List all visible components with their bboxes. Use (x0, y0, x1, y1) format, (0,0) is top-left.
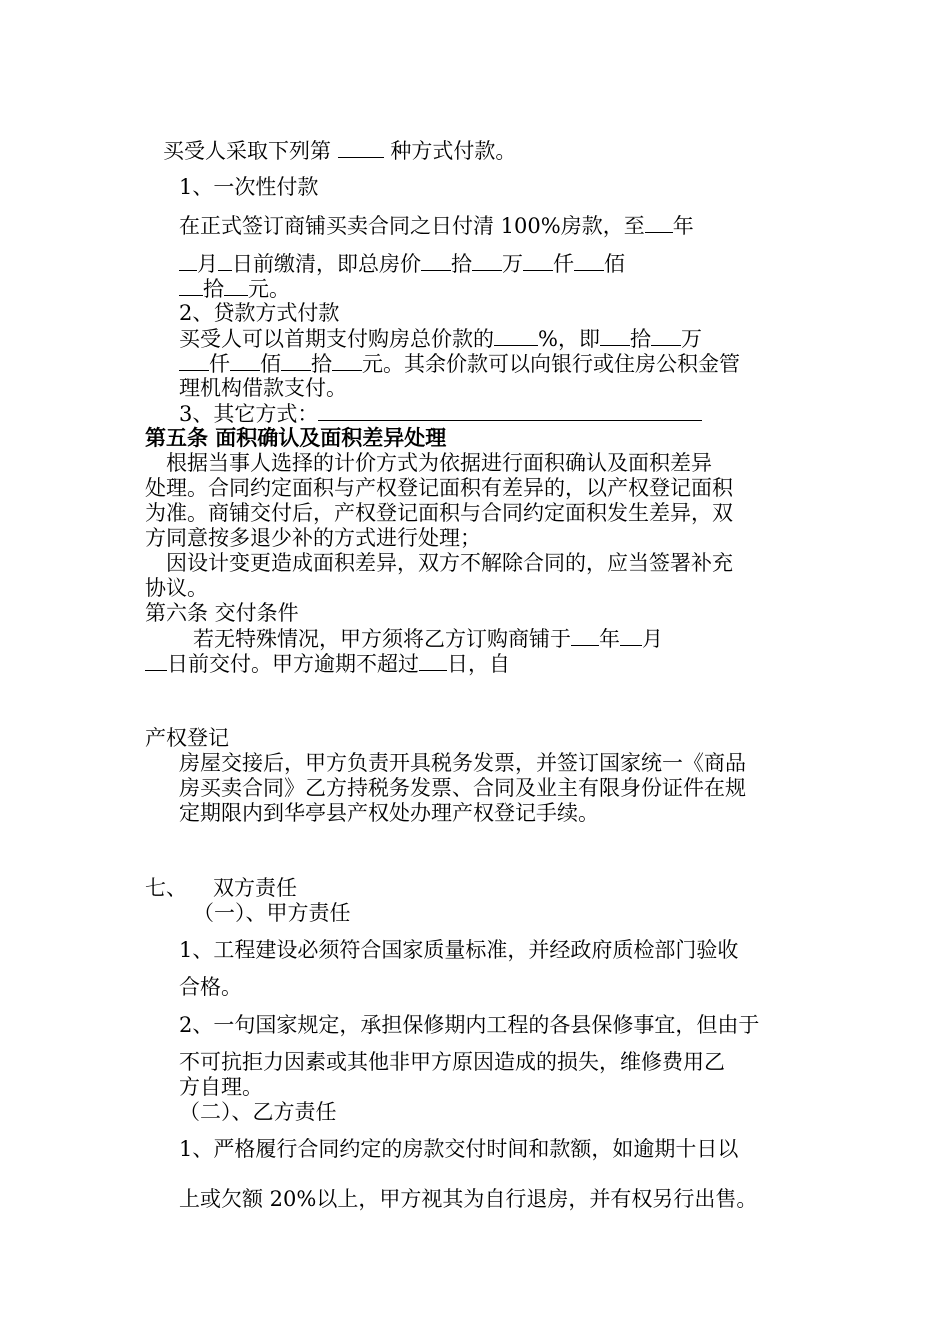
blank-field (494, 325, 538, 346)
blank-field (281, 350, 311, 371)
payment-method-intro: 买受人采取下列第 种方式付款。 (163, 139, 517, 163)
article-5-text-6: 协议。 (145, 576, 208, 600)
blank-field (179, 350, 209, 371)
blank-field (338, 137, 384, 158)
blank-field (318, 400, 702, 421)
section-7-heading: 七、 双方责任 (145, 876, 297, 900)
blank-field (620, 625, 642, 646)
party-b-duty-1-line-1: 1、严格履行合同约定的房款交付时间和款额，如逾期十日以 (179, 1137, 739, 1161)
party-a-duty-2-line-1: 2、一句国家规定，承担保修期内工程的各县保修事宜，但由于 (179, 1013, 760, 1037)
registration-text-3: 定期限内到华亭县产权处办理产权登记手续。 (179, 801, 599, 825)
article-5-text-4: 方同意按多退少补的方式进行处理； (145, 526, 481, 550)
blank-field (600, 325, 630, 346)
option-other-heading: 3、其它方式： (179, 400, 702, 427)
party-a-duty-1-line-1: 1、工程建设必须符合国家质量标准，并经政府质检部门验收 (179, 938, 739, 962)
blank-field (224, 275, 248, 296)
option-lump-sum-heading: 1、一次性付款 (179, 175, 319, 199)
blank-field (571, 625, 599, 646)
article-6-text-1: 若无特殊情况，甲方须将乙方订购商铺于 年 月 (193, 627, 663, 651)
party-a-duty-2-line-3: 方自理。 (179, 1075, 263, 1099)
blank-field (218, 250, 232, 271)
article-6-text-2: 日前交付。甲方逾期不超过 日，自 (145, 650, 510, 677)
blank-field (472, 250, 502, 271)
blank-field (419, 650, 447, 671)
article-5-text-3: 为准。商铺交付后，产权登记面积与合同约定面积发生差异，双 (145, 501, 733, 525)
party-b-duties-heading: （二）、乙方责任 (179, 1100, 337, 1124)
loan-text-2: 仟 佰 拾 元。其余价款可以向银行或住房公积金管 (179, 350, 740, 377)
article-5-text-1: 根据当事人选择的计价方式为依据进行面积确认及面积差异 (166, 451, 712, 475)
registration-text-1: 房屋交接后，甲方负责开具税务发票，并签订国家统一《商品 (179, 751, 746, 775)
article-5-text-2: 处理。合同约定面积与产权登记面积有差异的，以产权登记面积 (145, 476, 733, 500)
loan-text-3: 理机构借款支付。 (179, 376, 347, 400)
party-b-duty-1-line-2: 上或欠额 20%以上，甲方视其为自行退房，并有权另行出售。 (179, 1187, 758, 1211)
blank-field (651, 325, 681, 346)
registration-text-2: 房买卖合同》乙方持税务发票、合同及业主有限身份证件在规 (179, 776, 746, 800)
loan-text-1: 买受人可以首期支付购房总价款的 %，即 拾 万 (179, 327, 702, 351)
option-loan-heading: 2、贷款方式付款 (179, 301, 340, 325)
lump-sum-text-2: 月 日前缴清，即总房价 拾 万 仟 佰 (179, 250, 625, 277)
party-a-duty-1-line-2: 合格。 (179, 975, 242, 999)
lump-sum-text-3: 拾 元。 (179, 275, 290, 302)
blank-field (523, 250, 553, 271)
blank-field (332, 350, 362, 371)
blank-field (574, 250, 604, 271)
blank-field (421, 250, 451, 271)
article-6-heading: 第六条 交付条件 (145, 601, 299, 625)
blank-field (230, 350, 260, 371)
property-registration-heading: 产权登记 (145, 726, 229, 750)
article-5-text-5: 因设计变更造成面积差异，双方不解除合同的，应当签署补充 (166, 551, 733, 575)
party-a-duty-2-line-2: 不可抗拒力因素或其他非甲方原因造成的损失，维修费用乙 (179, 1050, 725, 1074)
party-a-duties-heading: （一）、甲方责任 (193, 901, 351, 925)
blank-field (645, 212, 673, 233)
lump-sum-text-1: 在正式签订商铺买卖合同之日付清 100%房款，至 年 (179, 214, 694, 238)
article-5-heading: 第五条 面积确认及面积差异处理 (145, 425, 447, 450)
blank-field (179, 275, 203, 296)
blank-field (145, 650, 167, 671)
blank-field (179, 250, 197, 271)
